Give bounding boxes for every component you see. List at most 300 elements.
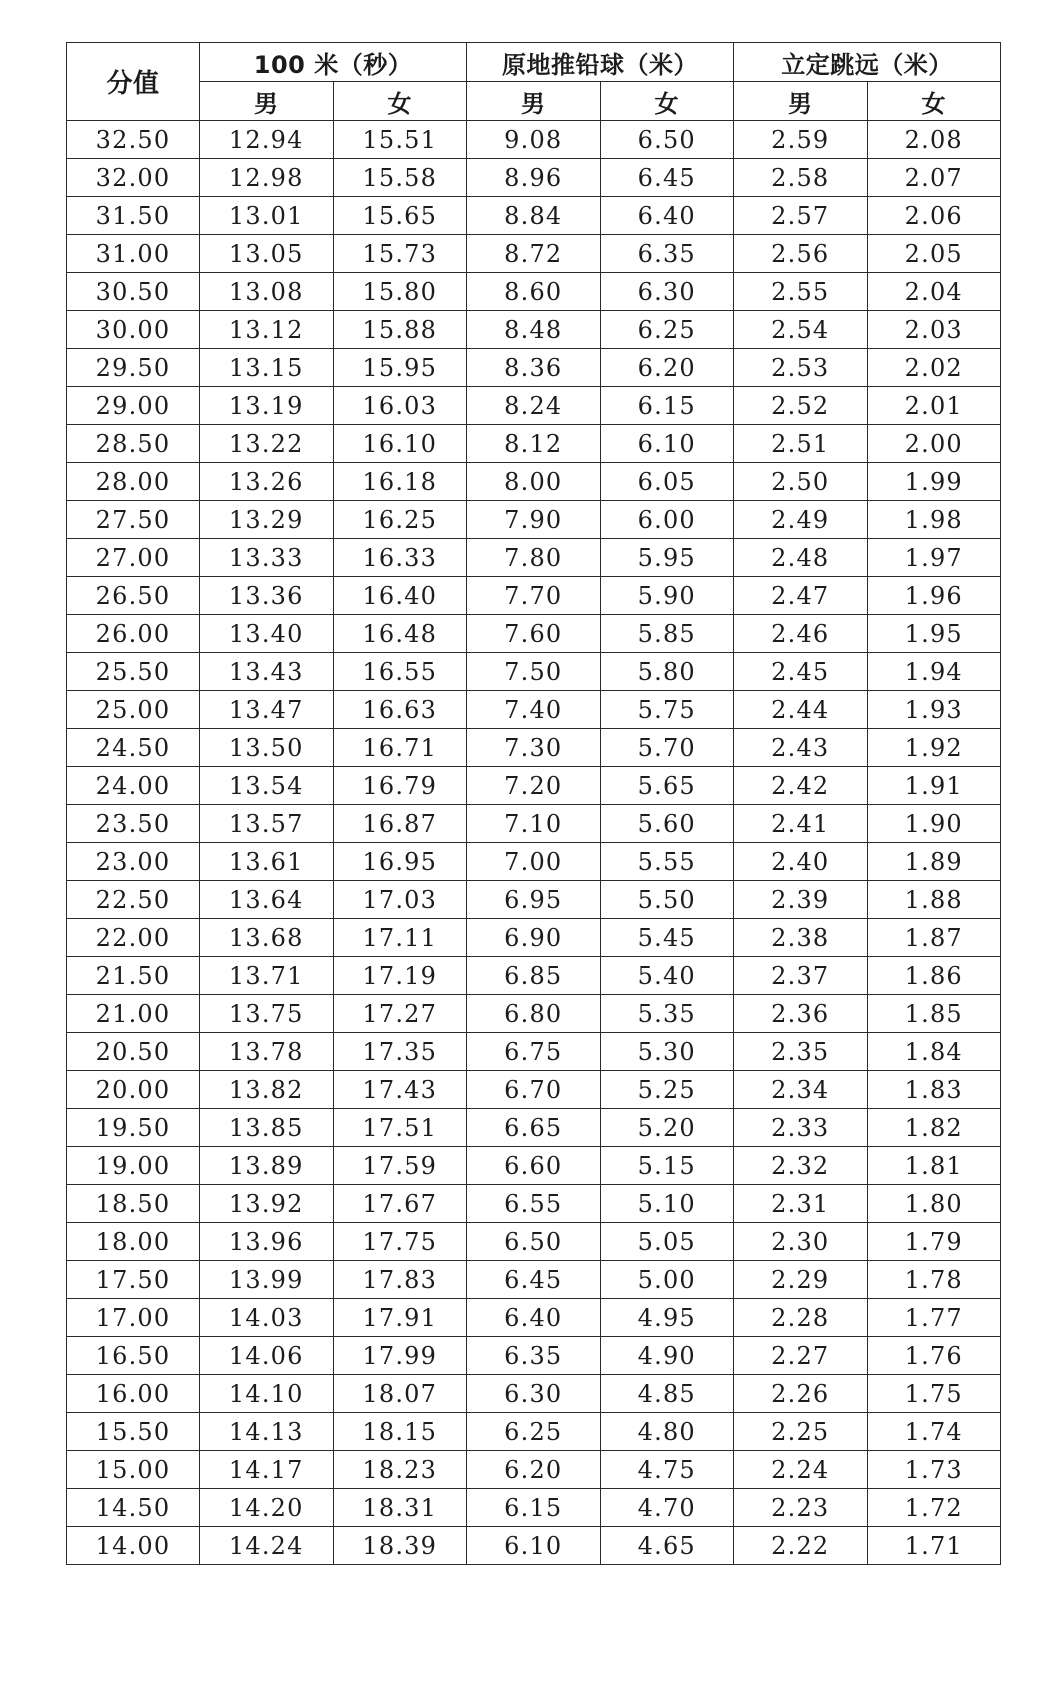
table-row [67,653,1001,691]
shot-put-female-cell: 6.35 [600,235,734,273]
score-cell: 32.50 [67,121,200,159]
long-jump-male-cell: 2.38 [734,919,868,957]
run-100m-female-cell: 16.63 [333,691,467,729]
table-row [67,919,1001,957]
shot-put-female-cell: 6.15 [600,387,734,425]
long-jump-female-cell: 1.75 [867,1375,1001,1413]
shot-put-male-cell: 6.40 [467,1299,601,1337]
shot-put-male-cell: 7.60 [467,615,601,653]
document-page [66,42,1001,1565]
run-100m-female-cell: 17.35 [333,1033,467,1071]
run-100m-male-cell: 13.92 [200,1185,334,1223]
score-cell: 29.00 [67,387,200,425]
long-jump-female-cell: 2.00 [867,425,1001,463]
shot-put-female-cell: 6.20 [600,349,734,387]
run-100m-male-cell: 14.10 [200,1375,334,1413]
score-cell: 29.50 [67,349,200,387]
run-100m-female-cell: 16.95 [333,843,467,881]
table-row [67,995,1001,1033]
long-jump-female-cell: 2.07 [867,159,1001,197]
run-100m-male-cell: 13.47 [200,691,334,729]
shot-put-female-cell: 5.10 [600,1185,734,1223]
run-100m-male-cell: 14.24 [200,1527,334,1565]
shot-put-female-cell: 5.30 [600,1033,734,1071]
long-jump-male-cell: 2.41 [734,805,868,843]
long-jump-female-cell: 1.82 [867,1109,1001,1147]
run-100m-male-cell: 13.01 [200,197,334,235]
shot-put-male-cell: 6.30 [467,1375,601,1413]
table-row [67,691,1001,729]
table-row [67,349,1001,387]
score-cell: 32.00 [67,159,200,197]
run-100m-male-cell: 13.15 [200,349,334,387]
long-jump-male-cell: 2.45 [734,653,868,691]
score-cell: 22.00 [67,919,200,957]
score-table [66,42,1001,1565]
long-jump-male-cell: 2.47 [734,577,868,615]
run-100m-male-cell: 13.08 [200,273,334,311]
shot-put-male-cell: 6.60 [467,1147,601,1185]
shot-put-female-cell: 4.80 [600,1413,734,1451]
shot-put-male-cell: 7.70 [467,577,601,615]
long-jump-male-cell: 2.23 [734,1489,868,1527]
long-jump-male-cell: 2.30 [734,1223,868,1261]
long-jump-female-cell: 1.85 [867,995,1001,1033]
shot-put-male-cell: 8.48 [467,311,601,349]
shot-put-male-cell: 7.30 [467,729,601,767]
run-100m-female-cell: 17.51 [333,1109,467,1147]
long-jump-female-cell: 1.74 [867,1413,1001,1451]
shot-put-female-cell: 5.05 [600,1223,734,1261]
shot-put-female-cell: 4.75 [600,1451,734,1489]
long-jump-female-cell: 1.89 [867,843,1001,881]
score-cell: 24.50 [67,729,200,767]
run-100m-female-cell: 17.91 [333,1299,467,1337]
long-jump-female-cell: 1.73 [867,1451,1001,1489]
table-row [67,1489,1001,1527]
score-cell: 27.00 [67,539,200,577]
header-row-groups [67,43,1001,82]
run-100m-female-cell: 17.27 [333,995,467,1033]
score-cell: 25.00 [67,691,200,729]
score-cell: 24.00 [67,767,200,805]
score-cell: 18.00 [67,1223,200,1261]
shot-put-female-cell: 6.40 [600,197,734,235]
score-cell: 25.50 [67,653,200,691]
run-100m-female-cell: 15.51 [333,121,467,159]
table-row [67,1337,1001,1375]
shot-put-female-cell: 5.50 [600,881,734,919]
table-row [67,1223,1001,1261]
run-100m-female-cell: 17.19 [333,957,467,995]
run-100m-male-cell: 13.54 [200,767,334,805]
run-100m-male-cell: 13.61 [200,843,334,881]
run-100m-female-cell: 16.48 [333,615,467,653]
shot-put-male-cell: 8.36 [467,349,601,387]
long-jump-female-cell: 1.83 [867,1071,1001,1109]
long-jump-female-cell: 1.72 [867,1489,1001,1527]
run-100m-male-cell: 13.22 [200,425,334,463]
run-100m-male-cell: 13.96 [200,1223,334,1261]
table-row [67,881,1001,919]
run-100m-male-cell: 13.40 [200,615,334,653]
long-jump-female-cell: 2.06 [867,197,1001,235]
long-jump-male-cell: 2.28 [734,1299,868,1337]
run-100m-female-cell: 18.31 [333,1489,467,1527]
long-jump-male-cell: 2.39 [734,881,868,919]
run-100m-female-cell: 15.58 [333,159,467,197]
long-jump-male-cell: 2.31 [734,1185,868,1223]
long-jump-female-cell: 1.71 [867,1527,1001,1565]
run-100m-male-cell: 13.50 [200,729,334,767]
run-100m-male-cell: 13.75 [200,995,334,1033]
run-100m-male-cell: 12.94 [200,121,334,159]
long-jump-male-cell: 2.33 [734,1109,868,1147]
long-jump-male-cell: 2.42 [734,767,868,805]
run-100m-female-cell: 16.55 [333,653,467,691]
run-100m-male-cell: 13.82 [200,1071,334,1109]
long-jump-male-cell: 2.29 [734,1261,868,1299]
shot-put-male-cell: 7.80 [467,539,601,577]
run-100m-male-cell: 13.99 [200,1261,334,1299]
table-row [67,1299,1001,1337]
shot-put-male-cell: 6.90 [467,919,601,957]
run-100m-male-cell: 13.71 [200,957,334,995]
shot-put-male-cell: 8.12 [467,425,601,463]
run-100m-female-cell: 16.33 [333,539,467,577]
long-jump-male-cell: 2.57 [734,197,868,235]
score-cell: 30.00 [67,311,200,349]
table-row [67,159,1001,197]
shot-put-female-cell: 5.35 [600,995,734,1033]
score-cell: 20.50 [67,1033,200,1071]
long-jump-male-cell: 2.27 [734,1337,868,1375]
shot-put-female-cell: 6.50 [600,121,734,159]
long-jump-male-cell: 2.35 [734,1033,868,1071]
table-row [67,729,1001,767]
long-jump-female-cell: 1.77 [867,1299,1001,1337]
shot-put-male-cell: 8.00 [467,463,601,501]
score-cell: 16.00 [67,1375,200,1413]
long-jump-female-cell: 2.04 [867,273,1001,311]
run-100m-male-cell: 13.19 [200,387,334,425]
table-row [67,1071,1001,1109]
long-jump-female-cell: 1.97 [867,539,1001,577]
shot-put-female-cell: 5.70 [600,729,734,767]
shot-put-female-cell: 4.95 [600,1299,734,1337]
long-jump-female-cell: 1.99 [867,463,1001,501]
table-row [67,425,1001,463]
shot-put-male-cell: 9.08 [467,121,601,159]
long-jump-female-cell: 1.81 [867,1147,1001,1185]
score-cell: 31.00 [67,235,200,273]
table-row [67,539,1001,577]
long-jump-male-cell: 2.51 [734,425,868,463]
long-jump-female-cell: 2.02 [867,349,1001,387]
shot-put-female-cell: 5.45 [600,919,734,957]
long-jump-female-cell: 1.87 [867,919,1001,957]
long-jump-female-cell: 1.98 [867,501,1001,539]
table-row [67,1527,1001,1565]
score-cell: 31.50 [67,197,200,235]
shot-put-male-cell: 8.72 [467,235,601,273]
long-jump-female-cell: 1.88 [867,881,1001,919]
long-jump-male-cell: 2.43 [734,729,868,767]
shot-put-female-cell: 5.20 [600,1109,734,1147]
shot-put-male-cell: 8.96 [467,159,601,197]
score-cell: 17.00 [67,1299,200,1337]
shot-put-female-cell: 6.30 [600,273,734,311]
sub-header-female: 女 [600,82,734,121]
run-100m-male-cell: 14.13 [200,1413,334,1451]
long-jump-male-cell: 2.50 [734,463,868,501]
score-cell: 15.50 [67,1413,200,1451]
long-jump-male-cell: 2.54 [734,311,868,349]
run-100m-male-cell: 13.05 [200,235,334,273]
score-cell: 15.00 [67,1451,200,1489]
long-jump-male-cell: 2.26 [734,1375,868,1413]
table-row [67,767,1001,805]
long-jump-male-cell: 2.52 [734,387,868,425]
shot-put-female-cell: 5.60 [600,805,734,843]
long-jump-male-cell: 2.36 [734,995,868,1033]
shot-put-female-cell: 5.00 [600,1261,734,1299]
run-100m-male-cell: 13.64 [200,881,334,919]
run-100m-female-cell: 16.10 [333,425,467,463]
score-cell: 17.50 [67,1261,200,1299]
run-100m-female-cell: 17.99 [333,1337,467,1375]
score-cell: 26.50 [67,577,200,615]
run-100m-male-cell: 14.20 [200,1489,334,1527]
shot-put-male-cell: 7.40 [467,691,601,729]
shot-put-female-cell: 5.85 [600,615,734,653]
shot-put-female-cell: 5.65 [600,767,734,805]
shot-put-male-cell: 6.15 [467,1489,601,1527]
long-jump-male-cell: 2.44 [734,691,868,729]
table-header [67,43,1001,121]
score-cell: 21.50 [67,957,200,995]
score-cell: 22.50 [67,881,200,919]
run-100m-female-cell: 15.95 [333,349,467,387]
score-column-header: 分值 [67,43,200,121]
shot-put-female-cell: 5.80 [600,653,734,691]
score-cell: 14.00 [67,1527,200,1565]
sub-header-male: 男 [200,82,334,121]
table-row [67,1147,1001,1185]
table-row [67,463,1001,501]
score-cell: 30.50 [67,273,200,311]
shot-put-female-cell: 6.45 [600,159,734,197]
score-cell: 19.50 [67,1109,200,1147]
group-header-long-jump: 立定跳远（米） [734,43,1001,82]
table-row [67,1033,1001,1071]
long-jump-male-cell: 2.37 [734,957,868,995]
run-100m-female-cell: 15.73 [333,235,467,273]
long-jump-male-cell: 2.55 [734,273,868,311]
run-100m-female-cell: 15.80 [333,273,467,311]
shot-put-male-cell: 8.84 [467,197,601,235]
long-jump-female-cell: 1.93 [867,691,1001,729]
run-100m-female-cell: 17.59 [333,1147,467,1185]
shot-put-male-cell: 7.10 [467,805,601,843]
table-row [67,615,1001,653]
table-row [67,197,1001,235]
shot-put-male-cell: 7.90 [467,501,601,539]
long-jump-female-cell: 1.78 [867,1261,1001,1299]
run-100m-female-cell: 16.71 [333,729,467,767]
long-jump-female-cell: 1.92 [867,729,1001,767]
run-100m-male-cell: 13.68 [200,919,334,957]
long-jump-male-cell: 2.40 [734,843,868,881]
run-100m-female-cell: 18.07 [333,1375,467,1413]
run-100m-female-cell: 16.79 [333,767,467,805]
score-cell: 14.50 [67,1489,200,1527]
run-100m-female-cell: 16.87 [333,805,467,843]
long-jump-female-cell: 1.91 [867,767,1001,805]
shot-put-male-cell: 6.95 [467,881,601,919]
run-100m-female-cell: 15.65 [333,197,467,235]
table-row [67,577,1001,615]
run-100m-male-cell: 13.78 [200,1033,334,1071]
run-100m-male-cell: 13.29 [200,501,334,539]
shot-put-female-cell: 5.25 [600,1071,734,1109]
long-jump-male-cell: 2.49 [734,501,868,539]
shot-put-female-cell: 4.90 [600,1337,734,1375]
shot-put-male-cell: 8.60 [467,273,601,311]
table-row [67,501,1001,539]
shot-put-female-cell: 4.85 [600,1375,734,1413]
long-jump-male-cell: 2.32 [734,1147,868,1185]
long-jump-male-cell: 2.25 [734,1413,868,1451]
run-100m-male-cell: 14.06 [200,1337,334,1375]
score-cell: 23.00 [67,843,200,881]
long-jump-male-cell: 2.46 [734,615,868,653]
long-jump-male-cell: 2.24 [734,1451,868,1489]
shot-put-female-cell: 5.15 [600,1147,734,1185]
shot-put-male-cell: 6.50 [467,1223,601,1261]
run-100m-female-cell: 18.39 [333,1527,467,1565]
long-jump-male-cell: 2.22 [734,1527,868,1565]
score-cell: 19.00 [67,1147,200,1185]
run-100m-male-cell: 13.36 [200,577,334,615]
shot-put-male-cell: 6.35 [467,1337,601,1375]
shot-put-female-cell: 6.05 [600,463,734,501]
run-100m-female-cell: 17.83 [333,1261,467,1299]
shot-put-male-cell: 6.10 [467,1527,601,1565]
run-100m-female-cell: 16.40 [333,577,467,615]
run-100m-female-cell: 16.03 [333,387,467,425]
run-100m-female-cell: 16.18 [333,463,467,501]
long-jump-female-cell: 1.96 [867,577,1001,615]
sub-header-female: 女 [333,82,467,121]
shot-put-male-cell: 6.55 [467,1185,601,1223]
run-100m-female-cell: 17.11 [333,919,467,957]
run-100m-female-cell: 18.15 [333,1413,467,1451]
shot-put-male-cell: 6.80 [467,995,601,1033]
shot-put-male-cell: 6.20 [467,1451,601,1489]
header-row-gender [67,82,1001,121]
long-jump-female-cell: 1.90 [867,805,1001,843]
long-jump-male-cell: 2.48 [734,539,868,577]
table-row [67,311,1001,349]
shot-put-female-cell: 5.75 [600,691,734,729]
table-row [67,805,1001,843]
shot-put-female-cell: 6.10 [600,425,734,463]
long-jump-male-cell: 2.58 [734,159,868,197]
score-cell: 16.50 [67,1337,200,1375]
run-100m-male-cell: 14.17 [200,1451,334,1489]
run-100m-male-cell: 13.12 [200,311,334,349]
long-jump-female-cell: 2.05 [867,235,1001,273]
table-row [67,1109,1001,1147]
group-header-shot-put: 原地推铅球（米） [467,43,734,82]
table-row [67,1185,1001,1223]
shot-put-female-cell: 4.65 [600,1527,734,1565]
group-header-100m: 100 米（秒） [200,43,467,82]
table-row [67,1375,1001,1413]
shot-put-male-cell: 6.25 [467,1413,601,1451]
long-jump-male-cell: 2.34 [734,1071,868,1109]
table-row [67,235,1001,273]
score-cell: 28.50 [67,425,200,463]
shot-put-male-cell: 6.70 [467,1071,601,1109]
run-100m-male-cell: 13.57 [200,805,334,843]
shot-put-male-cell: 8.24 [467,387,601,425]
shot-put-male-cell: 6.45 [467,1261,601,1299]
run-100m-female-cell: 17.03 [333,881,467,919]
long-jump-male-cell: 2.53 [734,349,868,387]
shot-put-male-cell: 7.20 [467,767,601,805]
run-100m-female-cell: 15.88 [333,311,467,349]
run-100m-male-cell: 13.89 [200,1147,334,1185]
run-100m-female-cell: 17.75 [333,1223,467,1261]
long-jump-female-cell: 1.80 [867,1185,1001,1223]
score-cell: 18.50 [67,1185,200,1223]
shot-put-male-cell: 7.50 [467,653,601,691]
score-cell: 28.00 [67,463,200,501]
long-jump-female-cell: 1.79 [867,1223,1001,1261]
long-jump-female-cell: 2.01 [867,387,1001,425]
run-100m-female-cell: 17.67 [333,1185,467,1223]
shot-put-female-cell: 6.00 [600,501,734,539]
score-cell: 20.00 [67,1071,200,1109]
shot-put-female-cell: 5.55 [600,843,734,881]
table-row [67,1413,1001,1451]
table-row [67,387,1001,425]
table-row [67,843,1001,881]
table-row [67,1261,1001,1299]
score-cell: 23.50 [67,805,200,843]
long-jump-female-cell: 2.03 [867,311,1001,349]
table-row [67,121,1001,159]
run-100m-male-cell: 13.85 [200,1109,334,1147]
run-100m-female-cell: 17.43 [333,1071,467,1109]
run-100m-male-cell: 13.33 [200,539,334,577]
table-row [67,273,1001,311]
long-jump-female-cell: 1.94 [867,653,1001,691]
long-jump-female-cell: 1.76 [867,1337,1001,1375]
run-100m-male-cell: 14.03 [200,1299,334,1337]
long-jump-female-cell: 2.08 [867,121,1001,159]
sub-header-male: 男 [467,82,601,121]
score-cell: 26.00 [67,615,200,653]
table-row [67,957,1001,995]
run-100m-male-cell: 12.98 [200,159,334,197]
shot-put-female-cell: 4.70 [600,1489,734,1527]
table-row [67,1451,1001,1489]
sub-header-female: 女 [867,82,1001,121]
score-cell: 27.50 [67,501,200,539]
